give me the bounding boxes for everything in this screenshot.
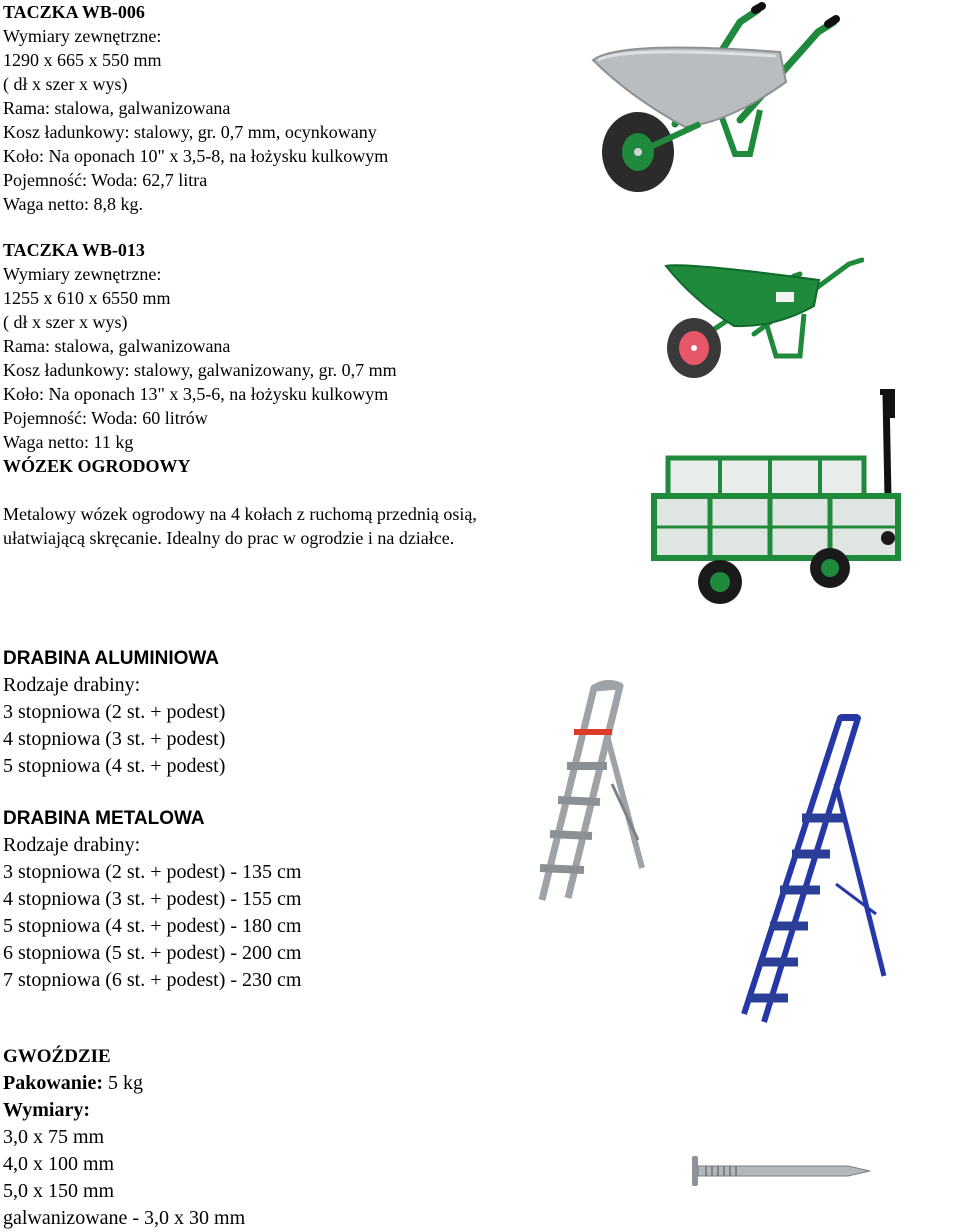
rim	[710, 572, 730, 592]
front-rails	[744, 718, 858, 1022]
garden-cart-image	[650, 388, 908, 606]
wheelbarrow-green-image	[664, 246, 864, 380]
wb013-line: ( dł x szer x wys)	[3, 312, 128, 332]
hub	[634, 148, 642, 156]
wb006-line: Waga netto: 8,8 kg.	[3, 194, 144, 214]
wb013-line: Kosz ładunkowy: stalowy, galwanizowany, gr. 0,7 mm	[3, 360, 397, 380]
wb006-line: Rama: stalowa, galwanizowana	[3, 98, 231, 118]
wb006-line: Koło: Na oponach 10" x 3,5-8, na łożysku kulkowym	[3, 146, 389, 166]
alu-ladder-line: Rodzaje drabiny:	[3, 674, 141, 696]
metal-ladder-line: 5 stopniowa (4 st. + podest) - 180 cm	[3, 915, 302, 937]
alu-ladder-line: 4 stopniowa (3 st. + podest)	[3, 728, 226, 750]
wheelbarrow-galvanized-image	[590, 2, 840, 194]
alu-ladder-title: DRABINA ALUMINIOWA	[3, 648, 220, 669]
wb013-line: Koło: Na oponach 13" x 3,5-6, na łożysku kulkowym	[3, 384, 389, 404]
alu-ladder-line: 5 stopniowa (4 st. + podest)	[3, 755, 226, 777]
hub	[691, 345, 697, 351]
alu-ladder-line: 3 stopniowa (2 st. + podest)	[3, 701, 226, 723]
metal-ladder-line: 3 stopniowa (2 st. + podest) - 135 cm	[3, 861, 302, 883]
metal-ladder-section	[3, 806, 301, 994]
wb013-line: Wymiary zewnętrzne:	[3, 264, 162, 284]
metal-ladder-image	[736, 714, 890, 1026]
cart-title: WÓZEK OGRODOWY	[3, 456, 191, 476]
metal-ladder-title: DRABINA METALOWA	[3, 808, 205, 829]
wb013-line: 1255 x 610 x 6550 mm	[3, 288, 171, 308]
nails-title: GWOŹDZIE	[3, 1046, 111, 1067]
nails-section	[3, 1044, 245, 1232]
nails-line: 3,0 x 75 mm	[3, 1126, 105, 1148]
grip	[828, 19, 836, 24]
label-sticker	[776, 292, 794, 302]
grip	[755, 6, 762, 10]
nails-packing-value: 5 kg	[103, 1072, 143, 1094]
nails-line: 4,0 x 100 mm	[3, 1153, 115, 1175]
rim	[821, 559, 839, 577]
wb006-line: Wymiary zewnętrzne:	[3, 26, 162, 46]
wb006-title: TACZKA WB-006	[3, 2, 145, 22]
metal-ladder-line: 7 stopniowa (6 st. + podest) - 230 cm	[3, 969, 302, 991]
wb006-line: 1290 x 665 x 550 mm	[3, 50, 162, 70]
rear-leg	[836, 784, 884, 976]
wb006-line: ( dł x szer x wys)	[3, 74, 128, 94]
top-loop	[840, 715, 858, 718]
alu-ladder-section	[3, 646, 225, 780]
nails-packing-label: Pakowanie:	[3, 1072, 103, 1094]
cart-description	[3, 502, 477, 550]
nail-head	[692, 1156, 698, 1186]
nails-line: 5,0 x 150 mm	[3, 1180, 115, 1202]
metal-ladder-line: 6 stopniowa (5 st. + podest) - 200 cm	[3, 942, 302, 964]
pull-handle	[886, 394, 888, 498]
wb006-line: Pojemność: Woda: 62,7 litra	[3, 170, 208, 190]
brace	[836, 884, 876, 914]
metal-ladder-line: 4 stopniowa (3 st. + podest) - 155 cm	[3, 888, 302, 910]
wb013-line: Rama: stalowa, galwanizowana	[3, 336, 231, 356]
nails-line: galwanizowane - 3,0 x 30 mm	[3, 1207, 246, 1229]
wb006-line: Kosz ładunkowy: stalowy, gr. 0,7 mm, ocynkowany	[3, 122, 377, 142]
wb013-line: Pojemność: Woda: 60 litrów	[3, 408, 208, 428]
wheel	[881, 531, 895, 545]
metal-ladder-line: Rodzaje drabiny:	[3, 834, 141, 856]
nail-image	[688, 1154, 872, 1188]
wb013-section	[3, 238, 397, 478]
wb006-section	[3, 0, 388, 216]
aluminium-ladder-image	[512, 680, 647, 904]
nails-dims-label: Wymiary:	[3, 1099, 91, 1121]
wb013-title: TACZKA WB-013	[3, 240, 145, 260]
nails-packing	[3, 1070, 245, 1097]
cart-line: Metalowy wózek ogrodowy na 4 kołach z ruchomą przednią osią,	[3, 504, 477, 524]
cart-line: ułatwiającą skręcanie. Idealny do prac w ogrodzie i na działce.	[3, 528, 455, 548]
wb013-line: Waga netto: 11 kg	[3, 432, 134, 452]
rear-leg	[607, 736, 642, 868]
